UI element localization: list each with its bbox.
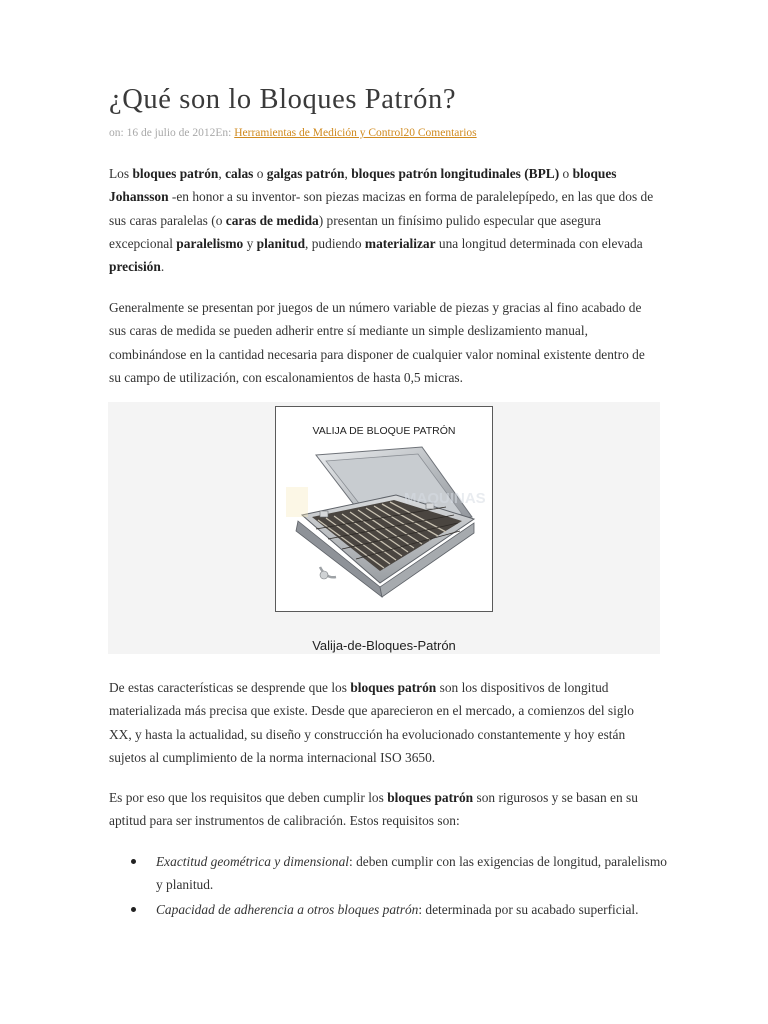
requirement-term: Capacidad de adherencia a otros bloques patrón (156, 901, 419, 917)
paragraph-caracteristicas (109, 676, 654, 769)
text-run: ) presentan un finísimo pulido especular que asegura excepcional (109, 212, 601, 251)
requirements-list (109, 850, 669, 922)
bold-term: bloques patrón (387, 790, 474, 805)
article-title: ¿Qué son lo Bloques Patrón? (109, 84, 457, 115)
article-meta (109, 127, 477, 139)
text-run: son los dispositivos de longitud materializada más precisa que existe. Desde que aparecieron en el mercado, a comienzos del siglo XX, y hasta la actualidad, su diseño y construcción ha evolucionado constantemente y hoy están sujetos al cumplimiento de la norma internacional ISO 3650. (109, 680, 634, 765)
text-run: son rigurosos y se basan en su aptitud para ser instrumentos de calibración. Estos requisitos son: (109, 790, 638, 829)
text-run: Es por eso que los requisitos que deben cumplir los (109, 790, 388, 805)
text-run: y (243, 235, 257, 251)
text-run: . (160, 259, 165, 275)
requirement-desc: : determinada por su acabado superficial. (418, 901, 639, 917)
image-figure (108, 402, 660, 654)
bold-term: precisión (109, 259, 161, 275)
text-run: -en honor a su inventor- son piezas macizas en forma de paralelepípedo, en las que dos de sus caras paralelas (o (109, 189, 654, 228)
image-caption: Valija-de-Bloques-Patrón (312, 638, 456, 653)
text-run: , pudiendo (305, 235, 365, 251)
list-item (109, 850, 669, 897)
text-run: o (559, 166, 573, 181)
bullet-icon (131, 859, 136, 864)
image-watermark: MAQUINAS (404, 490, 486, 507)
bold-term: caras de medida (225, 212, 319, 228)
requirement-desc: : deben cumplir con las exigencias de longitud, paralelismo y planitud. (156, 854, 667, 893)
bold-term: galgas patrón (266, 166, 345, 181)
bold-term: paralelismo (176, 235, 244, 251)
text-run: una longitud determinada con elevada (435, 235, 643, 251)
text-run: o (253, 166, 267, 181)
bold-term: bloques patrón (132, 166, 219, 181)
gauge-block-case-illustration (276, 407, 492, 611)
list-item (109, 898, 669, 921)
text-run: , (344, 166, 352, 181)
bold-term: planitud (256, 235, 306, 251)
bold-term: calas (225, 166, 254, 181)
text-run: Los (109, 166, 133, 181)
meta-date: on: 16 de julio de 2012En: (109, 127, 235, 139)
requirement-term: Exactitud geométrica y dimensional (156, 854, 350, 869)
bold-term: bloques Johansson (109, 166, 617, 205)
paragraph-requisitos (109, 786, 654, 833)
bold-term: materializar (364, 235, 436, 251)
category-link[interactable]: Herramientas de Medición y Control (234, 127, 404, 139)
text-run: , (218, 166, 226, 181)
paragraph-juegos: Generalmente se presentan por juegos de un número variable de piezas y gracias al fino acabado de sus caras de medida se pueden adherir entre sí mediante un simple deslizamiento manual, combinándose en la cantidad necesaria para disponer de cualquier valor nominal existente dentro de su campo de utilización, con escalonamientos de hasta 0,5 micras. (109, 300, 645, 385)
intro-paragraph (109, 162, 654, 278)
gauge-block-case-image[interactable] (275, 406, 493, 612)
bullet-icon (131, 907, 136, 912)
image-heading: VALIJA DE BLOQUE PATRÓN (312, 425, 456, 437)
bold-term: bloques patrón (350, 680, 437, 695)
bold-term: bloques patrón longitudinales (BPL) (351, 166, 560, 181)
text-run: De estas características se desprende que los (109, 680, 351, 695)
comments-link[interactable]: 20 Comentarios (403, 127, 477, 139)
